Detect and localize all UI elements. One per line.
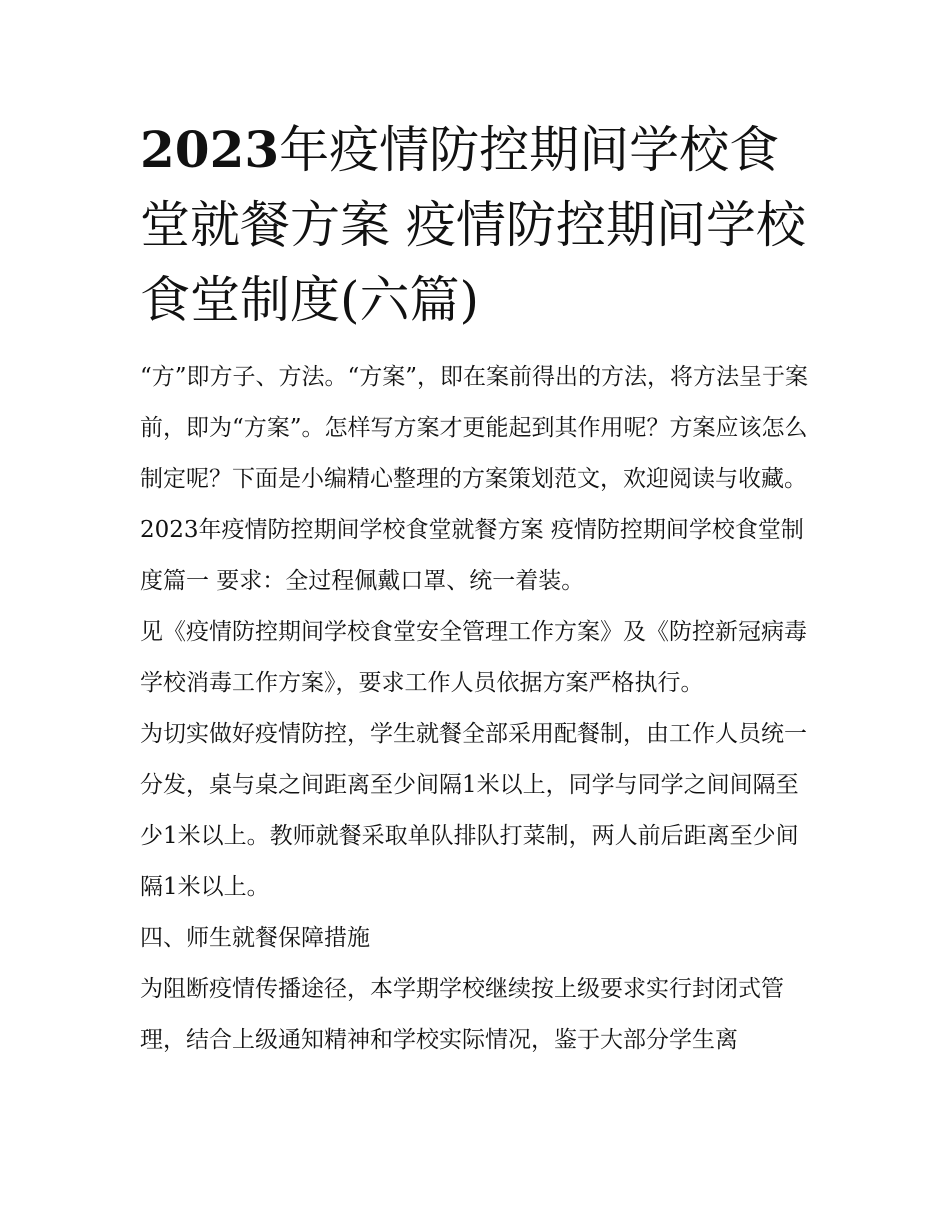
document-body xyxy=(140,352,820,1066)
document-title-text: 年疫情防控期间学校食堂就餐方案 疫情防控期间学校食堂制度(六篇) xyxy=(140,121,806,329)
paragraph-section-one: 2023年疫情防控期间学校食堂就餐方案 疫情防控期间学校食堂制度篇一 要求：全过程佩戴口罩、统一着装。 xyxy=(140,517,804,594)
document-title xyxy=(140,112,820,338)
paragraph-intro: “方”即方子、方法。“方案”，即在案前得出的方法，将方法呈于案前，即为“方案”。怎样写方案才更能起到其作用呢？方案应该怎么制定呢？下面是小编精心整理的方案策划范文，欢迎阅读与收藏。 xyxy=(140,364,809,492)
paragraph-dining-rules: 为切实做好疫情防控，学生就餐全部采用配餐制，由工作人员统一分发，桌与桌之间距离至少间隔1米以上，同学与同学之间间隔至少1米以上。教师就餐采取单队排队打菜制，两人前后距离至少间隔1米以上。 xyxy=(140,721,807,900)
paragraph-closed-management: 为阻断疫情传播途径，本学期学校继续按上级要求实行封闭式管理，结合上级通知精神和学校实际情况，鉴于大部分学生离 xyxy=(140,976,784,1053)
paragraph-heading-four: 四、师生就餐保障措施 xyxy=(140,925,370,951)
document-title-year: 2023 xyxy=(140,120,280,179)
paragraph-reference: 见《疫情防控期间学校食堂安全管理工作方案》及《防控新冠病毒学校消毒工作方案》，要求工作人员依据方案严格执行。 xyxy=(140,619,807,696)
